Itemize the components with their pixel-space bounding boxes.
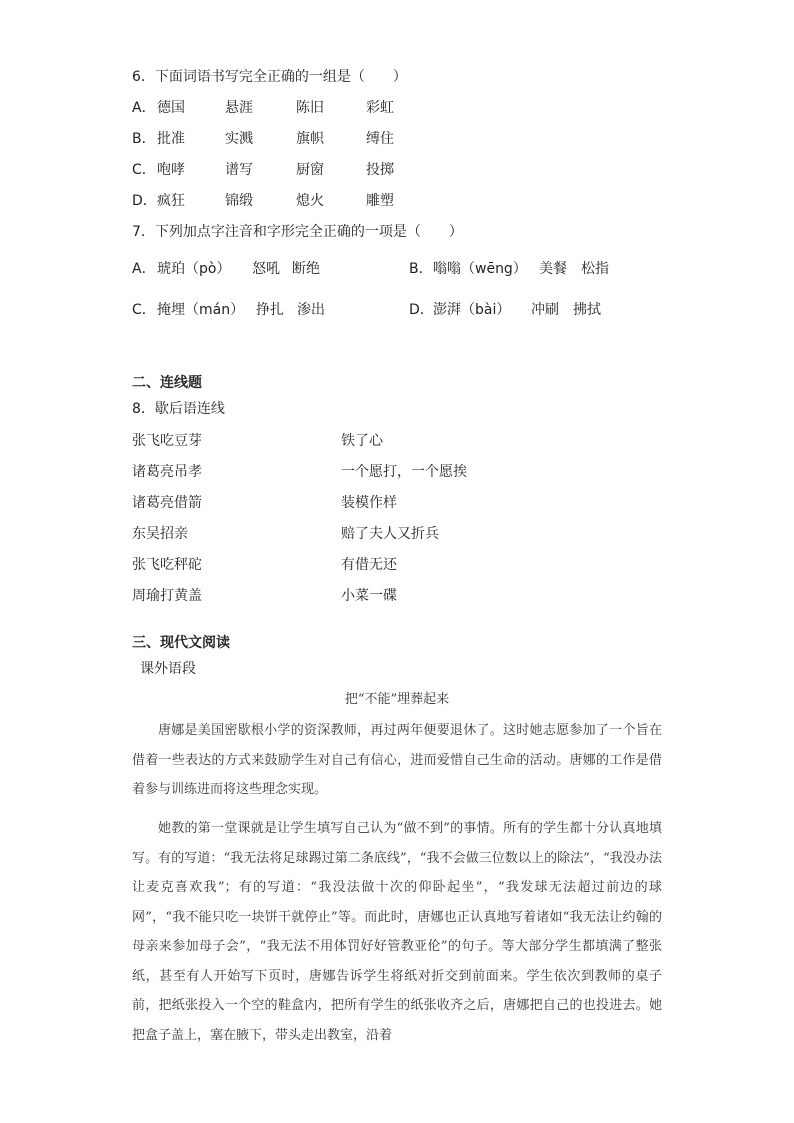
option-word: 陈旧 xyxy=(296,100,324,116)
option-word: 谱写 xyxy=(225,162,253,178)
option-text: 挣扎 xyxy=(256,302,284,318)
option-word: 批准 xyxy=(157,131,185,147)
option-text: 冲刷 xyxy=(531,302,559,318)
option-word: 投掷 xyxy=(366,162,394,178)
option-text: 松指 xyxy=(581,261,609,277)
option-label: D． xyxy=(132,193,157,209)
option-text: 嗡嗡（wēng） xyxy=(433,261,527,277)
option-word: 德国 xyxy=(157,100,185,116)
option-word: 咆哮 xyxy=(157,162,185,178)
section-3-subheading: 课外语段 xyxy=(140,661,196,677)
match-right-item: 装模作样 xyxy=(341,495,397,511)
option-word: 彩虹 xyxy=(366,100,394,116)
match-left-item: 诸葛亮吊孝 xyxy=(132,464,202,480)
match-left-item: 周瑜打黄盖 xyxy=(132,588,202,604)
match-right-item: 铁了心 xyxy=(341,433,383,449)
option-label: B． xyxy=(409,261,433,277)
option-label: B． xyxy=(132,131,156,147)
article-paragraph: 她教的第一堂课就是让学生填写自己认为“做不到”的事情。所有的学生都十分认真地填写。有的写道：“我无法将足球踢过第二条底线”，“我不会做三位数以上的除法”，“我没办法让麦克喜欢我”；有的写道：“我没法做十次的仰卧起坐”，“我发球无法超过前边的球网”，“我不能只吃一块饼干就停止”等。而此时，唐娜也正认真地写着诸如“我无法让约翰的母亲来参加母子会”，“我无法不用体罚好好管教亚伦”的句子。等大部分学生都填满了整张纸，甚至有人开始写下页时，唐娜告诉学生将纸对折交到前面来。学生依次到教师的桌子前，把纸张投入一个空的鞋盒内，把所有学生的纸张收齐之后，唐娜把自己的也投进去。她把盒子盖上，塞在腋下，带头走出教室，沿着 xyxy=(132,821,662,1043)
article-title: 把“不能”埋葬起来 xyxy=(344,692,450,707)
article-paragraph: 唐娜是美国密歇根小学的资深教师，再过两年便要退休了。这时她志愿参加了一个旨在借着一些表达的方式来鼓励学生对自己有信心，进而爱惜自己生命的活动。唐娜的工作是借着参与训练进而将这些理念实现。 xyxy=(132,723,662,797)
match-left-item: 张飞吃豆芽 xyxy=(132,433,202,449)
match-right-item: 一个愿打，一个愿挨 xyxy=(341,464,467,480)
option-label: A． xyxy=(132,261,156,277)
question-7-stem: 7．下列加点字注音和字形完全正确的一项是（ ） xyxy=(132,224,463,240)
option-label: C． xyxy=(132,162,156,178)
option-text: 琥珀（pò） xyxy=(157,261,231,277)
option-word: 雕塑 xyxy=(366,193,394,209)
section-3-heading: 三、现代文阅读 xyxy=(132,635,230,651)
option-word: 缚住 xyxy=(366,131,394,147)
option-text: 掩埋（mán） xyxy=(157,302,245,318)
section-2-heading: 二、连线题 xyxy=(132,375,202,391)
option-word: 厨窗 xyxy=(296,162,324,178)
option-text: 怒吼 xyxy=(252,261,280,277)
option-word: 旗帜 xyxy=(296,131,324,147)
match-right-item: 小菜一碟 xyxy=(341,588,397,604)
option-word: 疯狂 xyxy=(157,193,185,209)
option-label: C． xyxy=(132,302,156,318)
option-label: A． xyxy=(132,100,156,116)
match-left-item: 张飞吃秤砣 xyxy=(132,557,202,573)
option-word: 熄火 xyxy=(296,193,324,209)
match-right-item: 有借无还 xyxy=(341,557,397,573)
option-word: 悬涯 xyxy=(225,100,253,116)
option-text: 断绝 xyxy=(292,261,320,277)
match-left-item: 东吴招亲 xyxy=(132,526,188,542)
match-right-item: 赔了夫人又折兵 xyxy=(341,526,439,542)
question-8-stem: 8．歇后语连线 xyxy=(132,401,225,417)
option-text: 渗出 xyxy=(297,302,325,318)
option-text: 美餐 xyxy=(539,261,567,277)
question-6-stem: 6．下面词语书写完全正确的一组是（ ） xyxy=(132,69,407,85)
option-word: 实溅 xyxy=(225,131,253,147)
option-word: 锦缎 xyxy=(225,193,253,209)
option-text: 拂拭 xyxy=(573,302,601,318)
option-label: D． xyxy=(409,302,434,318)
match-left-item: 诸葛亮借箭 xyxy=(132,495,202,511)
option-text: 澎湃（bài） xyxy=(433,302,511,318)
